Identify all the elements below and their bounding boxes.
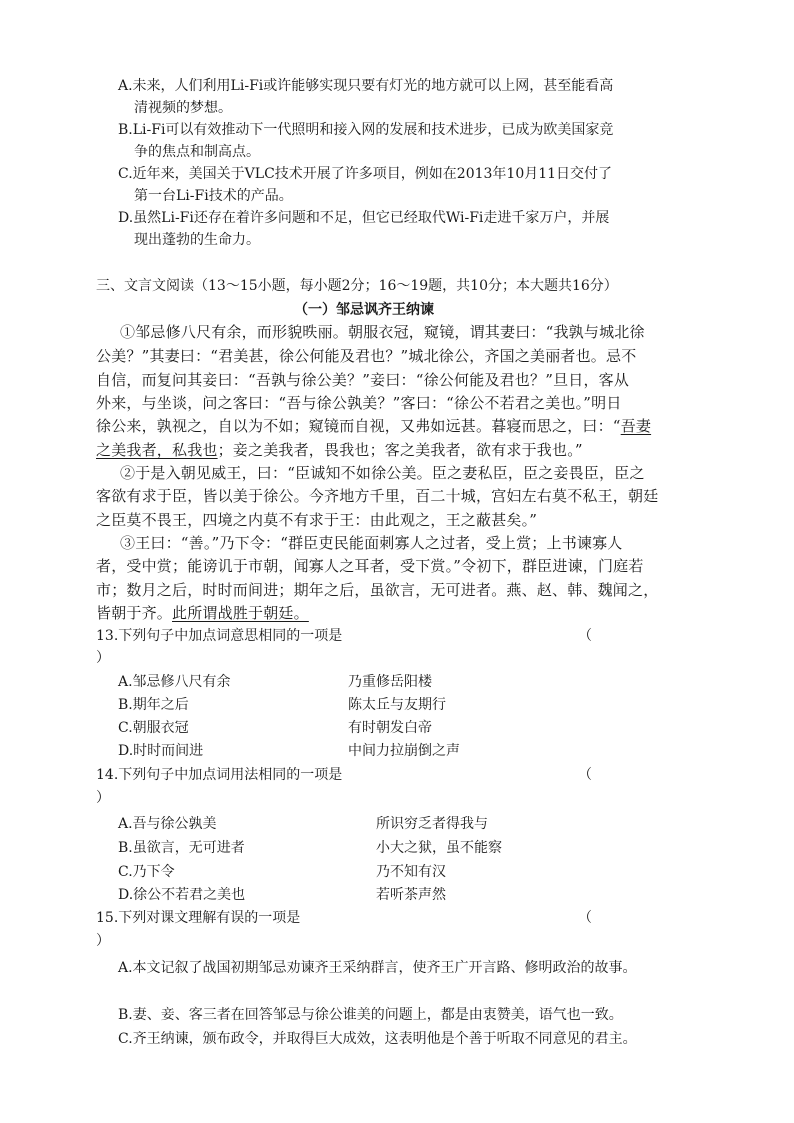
passage-p1-line1: ①邹忌修八尺有余，而形貌昳丽。朝服衣冠，窥镜，谓其妻曰：“我孰与城北徐	[120, 323, 645, 341]
option-a-line1: A.未来，人们利用Li-Fi或许能够实现只要有灯光的地方就可以上网，甚至能看高	[118, 78, 614, 94]
q13-option-a-right: 乃重修岳阳楼	[348, 674, 432, 690]
passage-p1-line4: 外来，与坐谈，问之客曰：“吾与徐公孰美？”客曰：“徐公不若君之美也。”明日	[96, 394, 622, 412]
option-d-line1: D.虽然Li-Fi还存在着许多问题和不足，但它已经取代Wi-Fi走进千家万户，并展	[118, 210, 610, 226]
passage-p3-line4-text: 皆朝于齐。	[96, 604, 173, 622]
question-15-open-paren: （	[578, 910, 592, 926]
option-a-line2: 清视频的梦想。	[134, 100, 232, 116]
q14-option-b-left: B.虽欲言，无可进者	[118, 840, 245, 856]
passage-title: （一）邹忌讽齐王纳谏	[294, 302, 434, 318]
option-d-line2: 现出蓬勃的生命力。	[134, 232, 260, 248]
passage-p1-line2: 公美？”其妻曰：“君美甚，徐公何能及君也？”城北徐公，齐国之美丽者也。忌不	[96, 347, 637, 365]
q14-option-d-right: 若听茶声然	[376, 887, 446, 903]
question-14-open-paren: （	[578, 767, 592, 783]
q14-option-d-left: D.徐公不若君之美也	[118, 887, 246, 903]
q13-option-c-right: 有时朝发白帝	[348, 720, 432, 736]
q14-option-c-left: C.乃下令	[118, 864, 175, 880]
question-14-close-paren: ）	[96, 790, 110, 806]
q13-option-a-left: A.邹忌修八尺有余	[118, 674, 231, 690]
passage-p3-line4	[96, 603, 309, 623]
q13-option-b-left: B.期年之后	[118, 697, 189, 713]
passage-p3-line1: ③王曰：“善。”乃下令：“群臣吏民能面刺寡人之过者，受上赏；上书谏寡人	[120, 534, 623, 552]
passage-p1-line5-text: 徐公来，孰视之，自以为不如；窥镜而自视，又弗如远甚。暮寝而思之，曰：“	[96, 417, 621, 435]
question-15-stem: 15.下列对课文理解有误的一项是	[96, 910, 301, 926]
q15-option-a: A.本文记叙了战国初期邹忌劝谏齐王采纳群言，使齐王广开言路、修明政治的故事。	[118, 960, 637, 976]
question-13-close-paren: ）	[96, 650, 110, 666]
passage-p1-line6-text: ；妾之美我者，畏我也；客之美我者，欲有求于我也。”	[217, 441, 583, 459]
question-13-open-paren: （	[578, 628, 592, 644]
q14-option-c-right: 乃不知有汉	[376, 864, 446, 880]
q14-option-a-right: 所识穷乏者得我与	[376, 816, 488, 832]
underlined-sentence-3: 此所谓战胜于朝廷。	[172, 604, 309, 622]
q15-option-c: C.齐王纳谏，颁布政令，并取得巨大成效，这表明他是个善于听取不同意见的君主。	[118, 1031, 637, 1047]
passage-p3-line3: 市；数月之后，时时而间进；期年之后，虽欲言，无可进者。燕、赵、韩、魏闻之，	[96, 581, 659, 599]
q14-option-a-left: A.吾与徐公孰美	[118, 816, 217, 832]
question-15-close-paren: ）	[96, 933, 110, 949]
question-14-stem: 14.下列句子中加点词用法相同的一项是	[96, 767, 343, 783]
underlined-sentence-part1: 吾妻	[620, 417, 652, 435]
passage-p1-line3: 自信，而复问其妾曰：“吾孰与徐公美？”妾曰：“徐公何能及君也？”旦日，客从	[96, 371, 630, 389]
option-c-line1: C.近年来，美国关于VLC技术开展了许多项目，例如在2013年10月11日交付了	[118, 166, 613, 182]
passage-p2-line1: ②于是入朝见威王，曰：“臣诚知不如徐公美。臣之妻私臣，臣之妾畏臣，臣之	[120, 464, 645, 482]
q13-option-c-left: C.朝服衣冠	[118, 720, 189, 736]
option-c-line2: 第一台Li-Fi技术的产品。	[134, 188, 293, 204]
q13-option-b-right: 陈太丘与友期行	[348, 697, 446, 713]
passage-p3-line2: 者，受中赏；能谤讥于市朝，闻寡人之耳者，受下赏。”令初下，群臣进谏，门庭若	[96, 557, 644, 575]
underlined-sentence-part2: 之美我者，私我也	[96, 441, 218, 459]
q13-option-d-left: D.时时而间进	[118, 743, 204, 759]
passage-p1-line6	[96, 440, 583, 460]
passage-p1-line5	[96, 416, 651, 436]
q14-option-b-right: 小大之狱，虽不能察	[376, 840, 502, 856]
passage-p2-line2: 客欲有求于臣，皆以美于徐公。今齐地方千里，百二十城，宫妇左右莫不私王，朝廷	[96, 487, 659, 505]
question-13-stem: 13.下列句子中加点词意思相同的一项是	[96, 628, 343, 644]
section-heading: 三、文言文阅读（13～15小题，每小题2分；16～19题，共10分；本大题共16分）	[96, 278, 618, 294]
q13-option-d-right: 中间力拉崩倒之声	[348, 743, 460, 759]
passage-p2-line3: 之臣莫不畏王，四境之内莫不有求于王：由此观之，王之蔽甚矣。”	[96, 511, 538, 529]
option-b-line1: B.Li-Fi可以有效推动下一代照明和接入网的发展和技术进步，已成为欧美国家竞	[118, 122, 614, 138]
q15-option-b: B.妻、妾、客三者在回答邹忌与徐公谁美的问题上，都是由衷赞美，语气也一致。	[118, 1007, 623, 1023]
option-b-line2: 争的焦点和制高点。	[134, 144, 260, 160]
